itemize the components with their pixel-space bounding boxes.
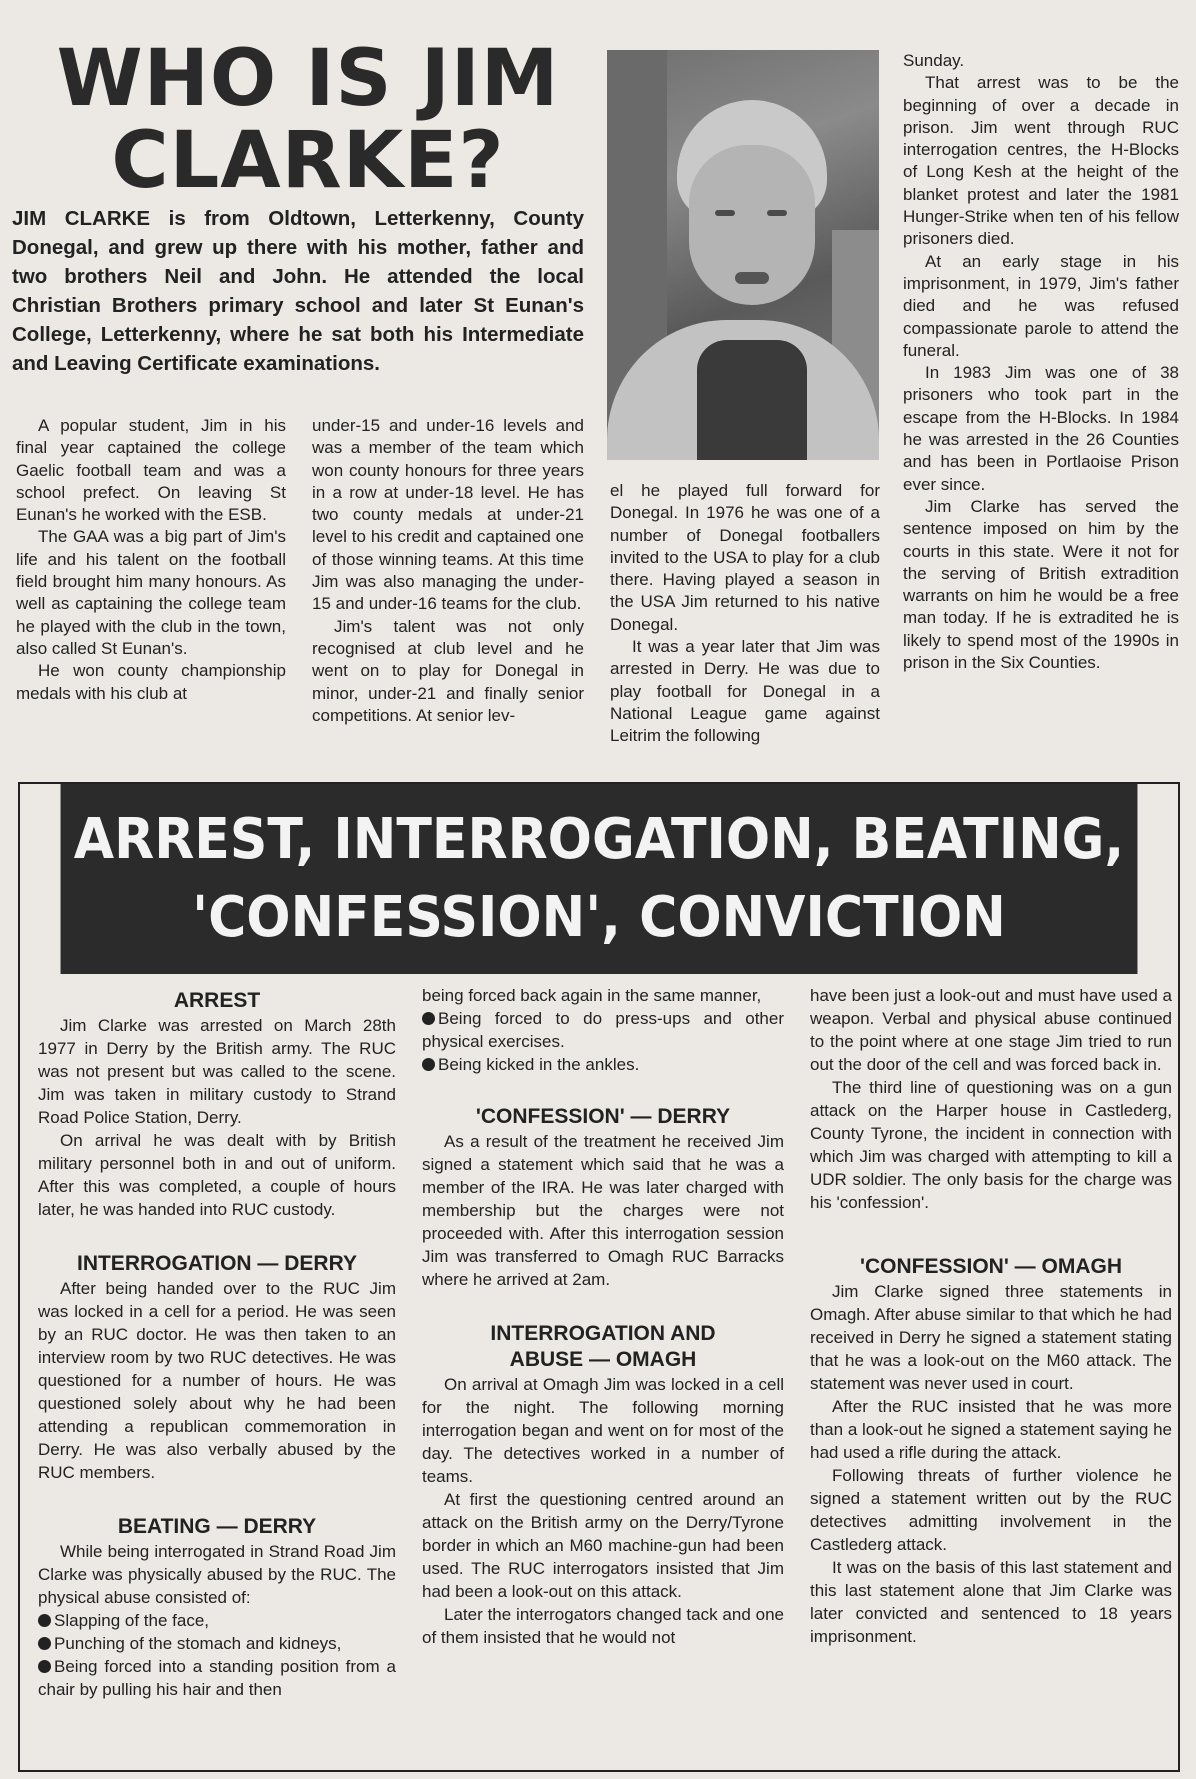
subhead-interrogation-omagh xyxy=(422,1321,784,1373)
paragraph: under-15 and under-16 levels and was a member of the team which won county honours for three years in a row at under-18 level. He has two county medals at under-21 level to his credit and captained one of those winning teams. At this time Jim was also managing the under-15 and under-16 teams for the club. xyxy=(312,416,584,614)
paragraph: It was on the basis of this last statement and this last statement alone that Jim Clarke was later convicted and sentenced to 18 years imprisonment. xyxy=(810,1558,1172,1646)
paragraph: Sunday. xyxy=(903,51,965,70)
bullet-icon xyxy=(38,1660,51,1673)
paragraph: At first the questioning centred around an attack on the British army on the Derry/Tyrone border in which an M60 machine-gun had been used. The RUC interrogators insisted that Jim had been a look-out on this attack. xyxy=(422,1490,784,1601)
subhead-interrogation-derry: INTERROGATION — DERRY xyxy=(76,1252,357,1275)
paragraph: As a result of the treatment he received Jim signed a statement which said that he was a member of the IRA. He was later charged with membership but the charges were not proceeded with. After this interrogation session Jim was transferred to Omagh RUC Barracks where he arrived at 2am. xyxy=(422,1132,784,1289)
article1-column-4 xyxy=(903,50,1179,674)
paragraph: At an early stage in his imprisonment, in 1979, Jim's father died and he was refused compassionate parole to attend the funeral. xyxy=(903,251,1179,360)
paragraph: In 1983 Jim was one of 38 prisoners who took part in the escape from the H-Blocks. In 1984 he was arrested in the 26 Counties and has been in Portlaoise Prison ever since. xyxy=(903,363,1179,494)
paragraph: el he played full forward for Donegal. In 1976 he was one of a number of Donegal footballers invited to the USA to play for a club there. Having played a season in the USA Jim returned to his native Donegal. xyxy=(610,481,880,634)
paragraph: The GAA was a big part of Jim's life and his talent on the football field brought him many honours. As well as captaining the college team he played with the club in the town, also called St Eunan's. xyxy=(16,527,286,658)
bullet-icon xyxy=(422,1058,435,1071)
bullet-item: Being kicked in the ankles. xyxy=(422,1053,784,1076)
subhead-arrest: ARREST xyxy=(173,989,261,1012)
bullet-item: Being forced to do press-ups and other physical exercises. xyxy=(422,1009,784,1051)
banner-line-1: ARREST, INTERROGATION, BEATING, xyxy=(73,807,1125,872)
subhead-line-1: INTERROGATION AND xyxy=(490,1322,716,1345)
article1-column-1 xyxy=(16,415,286,705)
paragraph: While being interrogated in Strand Road Jim Clarke was physically abused by the RUC. The physical abuse consisted of: xyxy=(38,1542,396,1607)
bullet-icon xyxy=(422,1012,435,1025)
subhead-confession-omagh: 'CONFESSION' — OMAGH xyxy=(860,1255,1122,1278)
bullet-icon xyxy=(38,1614,51,1627)
bullet-icon xyxy=(38,1637,51,1650)
paragraph: being forced back again in the same manner, xyxy=(422,986,762,1005)
bullet-item: Slapping of the face, xyxy=(38,1609,396,1632)
portrait-photo xyxy=(607,50,879,460)
article2-column-2 xyxy=(422,984,784,1649)
bullet-item: Being forced into a standing position from a chair by pulling his hair and then xyxy=(38,1657,396,1699)
paragraph: After the RUC insisted that he was more than a look-out he signed a statement saying he had used a rifle during the attack. xyxy=(810,1397,1172,1462)
headline-who-is-jim-clarke xyxy=(28,34,588,206)
subhead-beating-derry: BEATING — DERRY xyxy=(117,1515,317,1538)
article2-column-3 xyxy=(810,984,1172,1648)
paragraph: Later the interrogators changed tack and one of them insisted that he would not xyxy=(422,1605,784,1647)
headline-line-1: WHO IS JIM xyxy=(56,34,560,124)
article1-column-2 xyxy=(312,415,584,727)
article2-banner-headline xyxy=(61,784,1138,974)
paragraph: On arrival he was dealt with by British military personnel both in and out of uniform. After this was completed, a couple of hours later, he was handed into RUC custody. xyxy=(38,1131,396,1219)
article1-column-3 xyxy=(610,480,880,748)
headline-line-2: CLARKE? xyxy=(111,116,505,206)
paragraph: Jim's talent was not only recognised at club level and he went on to play for Donegal in minor, under-21 and finally senior competitions. At senior lev- xyxy=(312,616,584,725)
paragraph: Jim Clarke has served the sentence imposed on him by the courts in this state. Were it not for the serving of British extradition warrants on him he would be a free man today. If he is extradited he is likely to spend most of the 1990s in prison in the Six Counties. xyxy=(903,496,1179,673)
lede-paragraph: JIM CLARKE is from Oldtown, Letterkenny, County Donegal, and grew up there with his mother, father and two brothers Neil and John. He attended the local Christian Brothers primary school and later St Eunan's College, Letterkenny, where he sat both his Intermediate and Leaving Certificate examinations. xyxy=(12,207,584,375)
paragraph: Jim Clarke was arrested on March 28th 1977 in Derry by the British army. The RUC was not present but was called to the scene. Jim was taken in military custody to Strand Road Police Station, Derry. xyxy=(38,1016,396,1127)
paragraph: It was a year later that Jim was arrested in Derry. He was due to play football for Donegal in a National League game against Leitrim the following xyxy=(610,637,880,746)
bullet-item: Punching of the stomach and kidneys, xyxy=(38,1632,396,1655)
paragraph: On arrival at Omagh Jim was locked in a cell for the night. The following morning interrogation began and went on for most of the day. The detectives worked in a number of teams. xyxy=(422,1375,784,1486)
paragraph: The third line of questioning was on a gun attack on the Harper house in Castlederg, County Tyrone, the incident in connection with which Jim was charged with attempting to kill a UDR soldier. The only basis for the charge was his 'confession'. xyxy=(810,1078,1172,1212)
paragraph: That arrest was to be the beginning of over a decade in prison. Jim went through RUC interrogation centres, the H-Blocks of Long Kesh at the height of the blanket protest and later the 1981 Hunger-Strike when ten of his fellow prisoners died. xyxy=(903,73,1179,249)
paragraph: Following threats of further violence he signed a statement written out by the RUC detectives admitting involvement in the Castlederg attack. xyxy=(810,1466,1172,1554)
paragraph: After being handed over to the RUC Jim was locked in a cell for a period. He was seen by an RUC doctor. He was then taken to an interview room by two RUC detectives. He was questioned for a number of hours. He was questioned solely about why he had been attending a republican commemoration in Derry. He was also verbally abused by the RUC members. xyxy=(38,1279,396,1482)
paragraph: A popular student, Jim in his final year captained the college Gaelic football team and was a school prefect. On leaving St Eunan's he worked with the ESB. xyxy=(16,416,286,525)
subhead-confession-derry: 'CONFESSION' — DERRY xyxy=(475,1105,731,1128)
paragraph: have been just a look-out and must have used a weapon. Verbal and physical abuse continued to the point where at one stage Jim tried to run out the door of the cell and was forced back in. xyxy=(810,986,1172,1074)
article2-column-1 xyxy=(38,988,396,1701)
paragraph: He won county championship medals with his club at xyxy=(16,661,286,703)
subhead-line-2: ABUSE — OMAGH xyxy=(509,1348,697,1371)
paragraph: Jim Clarke signed three statements in Omagh. After abuse similar to that which he had received in Derry he signed a statement stating that he was a look-out on the M60 attack. The statement was never used in court. xyxy=(810,1282,1172,1393)
banner-line-2: 'CONFESSION', CONVICTION xyxy=(192,885,1006,950)
